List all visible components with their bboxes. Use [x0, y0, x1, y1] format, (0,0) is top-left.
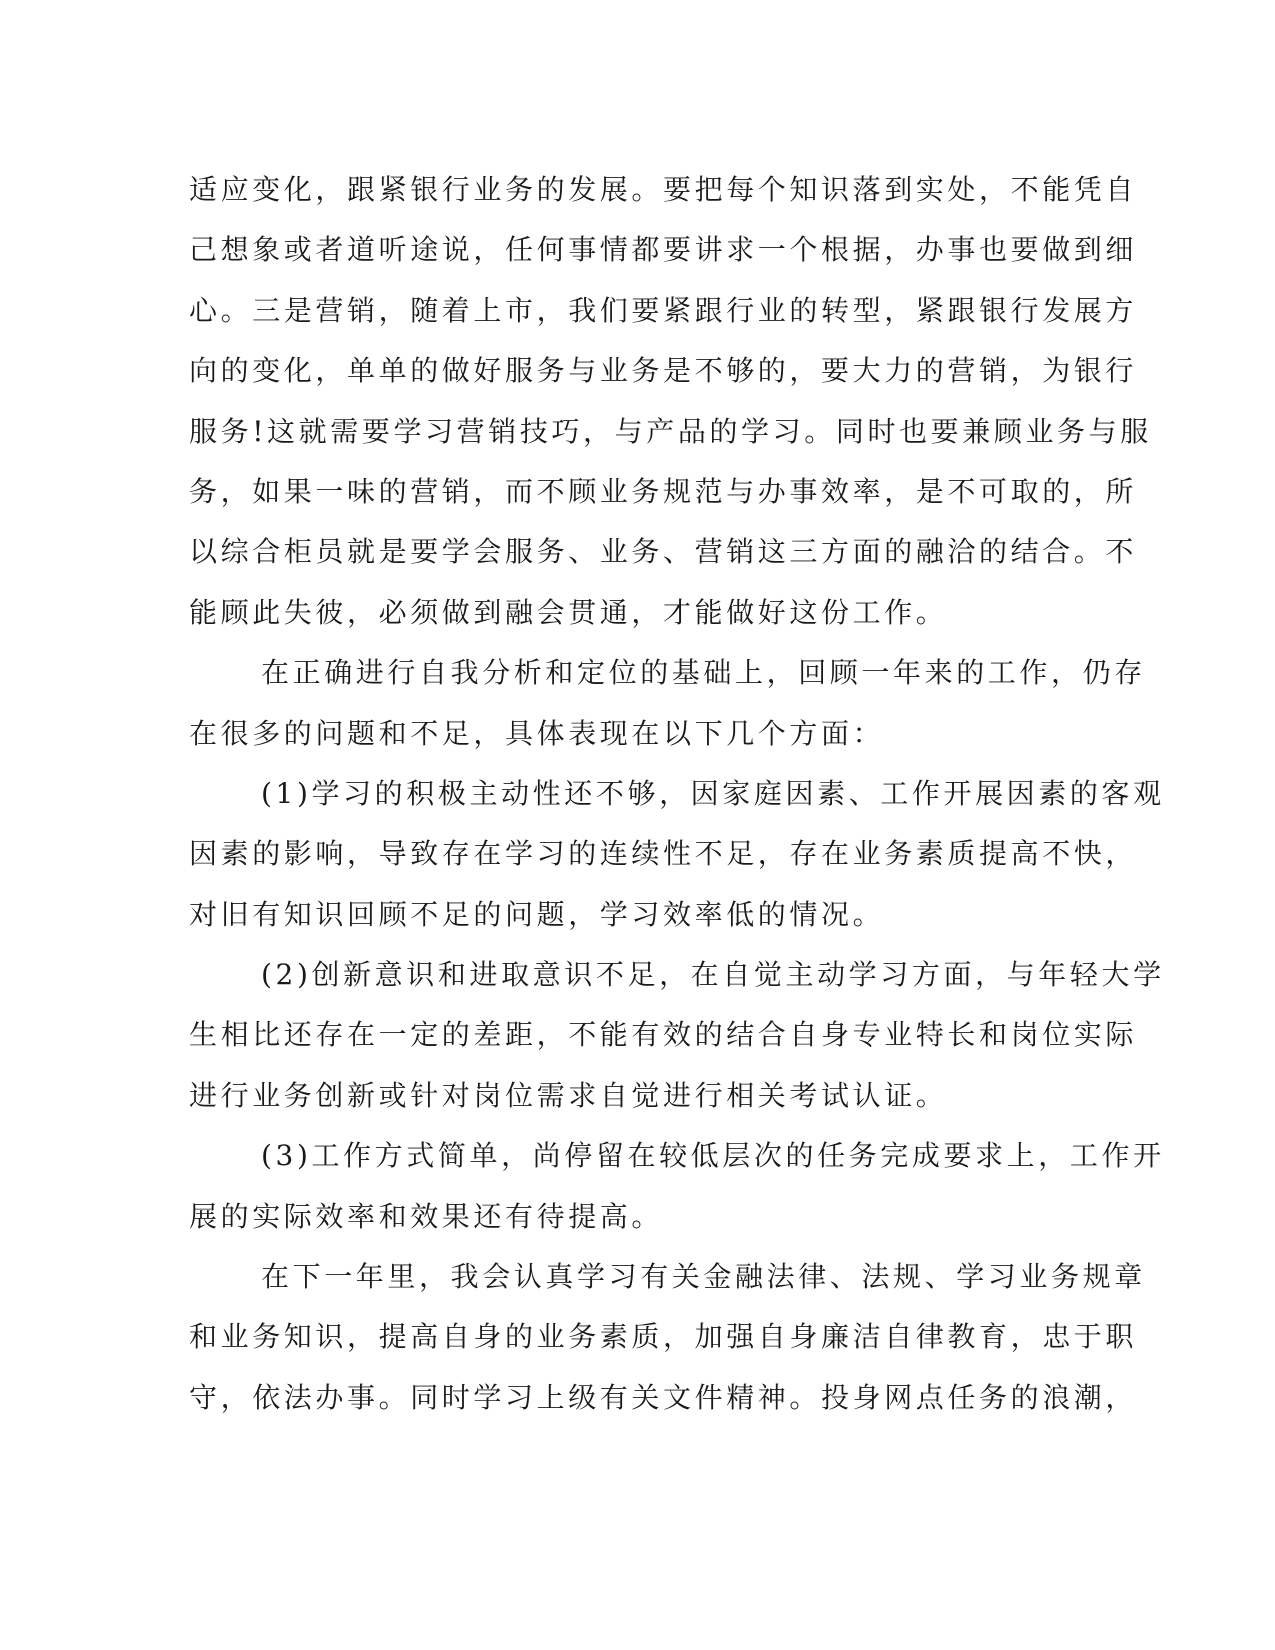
document-body	[189, 160, 1165, 1428]
text-line: 对旧有知识回顾不足的问题，学习效率低的情况。	[189, 897, 885, 931]
text-line: 进行业务创新或针对岗位需求自觉进行相关考试认证。	[189, 1078, 948, 1112]
text-line: (3)工作方式简单，尚停留在较低层次的任务完成要求上，工作开	[261, 1139, 1165, 1173]
paragraph-3	[189, 764, 1165, 945]
paragraph-6	[189, 1247, 1146, 1428]
text-line: 和业务知识，提高自身的业务素质，加强自身廉洁自律教育，忠于职	[189, 1320, 1138, 1354]
text-line: 己想象或者道听途说，任何事情都要讲求一个根据，办事也要做到细	[189, 233, 1138, 267]
paragraph-4	[189, 945, 1165, 1126]
text-line: 能顾此失彼，必须做到融会贯通，才能做好这份工作。	[189, 595, 948, 629]
text-line: 生相比还存在一定的差距，不能有效的结合自身专业特长和岗位实际	[189, 1018, 1138, 1052]
text-line: 适应变化，跟紧银行业务的发展。要把每个知识落到实处，不能凭自	[189, 173, 1138, 206]
text-line: 心。三是营销，随着上市，我们要紧跟行业的转型，紧跟银行发展方	[189, 293, 1138, 327]
text-line: 守，依法办事。同时学习上级有关文件精神。投身网点任务的浪潮，	[189, 1380, 1138, 1414]
text-line: 在正确进行自我分析和定位的基础上，回顾一年来的工作，仍存	[261, 656, 1146, 690]
text-line: 务，如果一味的营销，而不顾业务规范与办事效率，是不可取的，所	[189, 474, 1138, 508]
paragraph-2	[189, 643, 1146, 764]
text-line: 以综合柜员就是要学会服务、业务、营销这三方面的融洽的结合。不	[189, 535, 1138, 569]
text-line: 在很多的问题和不足，具体表现在以下几个方面：	[189, 716, 885, 750]
text-line: 展的实际效率和效果还有待提高。	[189, 1199, 664, 1233]
text-line: (2)创新意识和进取意识不足，在自觉主动学习方面，与年轻大学	[261, 958, 1165, 992]
paragraph-5	[189, 1126, 1165, 1247]
text-line: 在下一年里，我会认真学习有关金融法律、法规、学习业务规章	[261, 1260, 1146, 1294]
paragraph-1	[189, 160, 1152, 643]
text-line: 因素的影响，导致存在学习的连续性不足，存在业务素质提高不快，	[189, 837, 1138, 871]
text-line: 向的变化，单单的做好服务与业务是不够的，要大力的营销，为银行	[189, 354, 1138, 388]
text-line: 服务!这就需要学习营销技巧，与产品的学习。同时也要兼顾业务与服	[189, 414, 1152, 448]
text-line: (1)学习的积极主动性还不够，因家庭因素、工作开展因素的客观	[261, 776, 1165, 810]
